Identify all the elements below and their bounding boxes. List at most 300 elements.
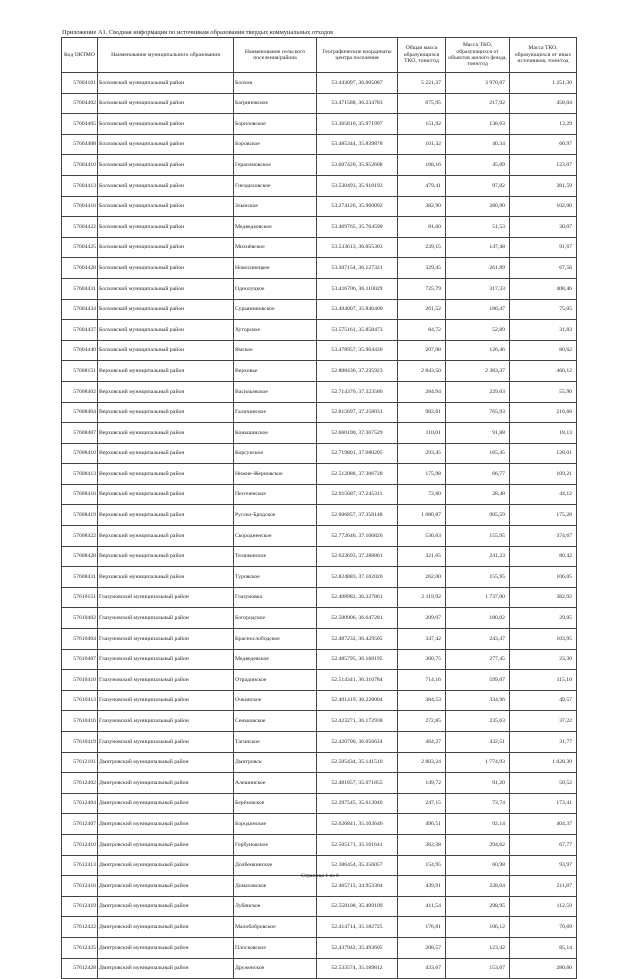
table-row [62, 299, 577, 320]
cell-housing-mass: 60,98 [446, 855, 510, 876]
table-row [62, 340, 577, 361]
cell-housing-mass: 147,48 [446, 237, 510, 258]
cell-settlement: Васильевское [234, 381, 317, 402]
cell-coordinates: 52.505434, 35.141510 [317, 752, 398, 773]
table-row [62, 217, 577, 238]
cell-total-mass: 175,98 [398, 464, 446, 485]
cell-total-mass: 239,15 [398, 237, 446, 258]
cell-oktmo-code: 57610419 [62, 732, 98, 753]
cell-coordinates: 52.533574, 35.189812 [317, 958, 398, 979]
table-row [62, 155, 577, 176]
table-row [62, 546, 577, 567]
cell-total-mass: 5 221,37 [398, 73, 446, 94]
cell-other-mass: 404,37 [510, 814, 577, 835]
cell-municipality: Болховский муниципальный район [98, 278, 234, 299]
cell-other-mass: 374,67 [510, 526, 577, 547]
cell-settlement: Плосковское [234, 937, 317, 958]
cell-municipality: Дмитровский муниципальный район [98, 896, 234, 917]
cell-total-mass: 321,65 [398, 546, 446, 567]
cell-other-mass: 175,28 [510, 505, 577, 526]
cell-municipality: Болховский муниципальный район [98, 175, 234, 196]
cell-municipality: Болховский муниципальный район [98, 217, 234, 238]
cell-municipality: Болховский муниципальный район [98, 320, 234, 341]
cell-coordinates: 52.505171, 35.161641 [317, 834, 398, 855]
cell-settlement: Михнёвское [234, 237, 317, 258]
cell-coordinates: 53.485344, 35.839878 [317, 134, 398, 155]
cell-municipality: Верховский муниципальный район [98, 423, 234, 444]
cell-oktmo-code: 57612402 [62, 773, 98, 794]
table-row [62, 237, 577, 258]
cell-other-mass: 31,77 [510, 732, 577, 753]
cell-settlement: Теляженское [234, 546, 317, 567]
cell-municipality: Глазуновский муниципальный район [98, 649, 234, 670]
cell-oktmo-code: 57604413 [62, 175, 98, 196]
table-row [62, 649, 577, 670]
cell-settlement: Сурьяниновское [234, 299, 317, 320]
cell-total-mass: 347,42 [398, 629, 446, 650]
cell-settlement: Скородненское [234, 526, 317, 547]
cell-total-mass: 168,16 [398, 155, 446, 176]
cell-other-mass: 115,10 [510, 670, 577, 691]
cell-housing-mass: 126,46 [446, 340, 510, 361]
table-row [62, 608, 577, 629]
cell-other-mass: 44,12 [510, 484, 577, 505]
document-caption: Приложение А1. Сводная информация по источникам образования твердых коммунальных отходов [62, 29, 334, 36]
cell-other-mass: 18,13 [510, 423, 577, 444]
cell-settlement: Дмитровск [234, 752, 317, 773]
cell-municipality: Верховский муниципальный район [98, 484, 234, 505]
cell-total-mass: 110,01 [398, 423, 446, 444]
cell-settlement: Злынское [234, 196, 317, 217]
cell-settlement: Друженское [234, 958, 317, 979]
cell-oktmo-code: 57608402 [62, 381, 98, 402]
table-row [62, 93, 577, 114]
cell-total-mass: 675,95 [398, 93, 446, 114]
table-row [62, 423, 577, 444]
cell-total-mass: 151,92 [398, 114, 446, 135]
cell-settlement: Малобобровское [234, 917, 317, 938]
cell-municipality: Болховский муниципальный район [98, 258, 234, 279]
cell-municipality: Верховский муниципальный район [98, 443, 234, 464]
cell-oktmo-code: 57608416 [62, 484, 98, 505]
cell-municipality: Дмитровский муниципальный район [98, 814, 234, 835]
table-row [62, 732, 577, 753]
table-row [62, 896, 577, 917]
cell-settlement: Боровское [234, 134, 317, 155]
cell-housing-mass: 765,93 [446, 402, 510, 423]
cell-municipality: Дмитровский муниципальный район [98, 917, 234, 938]
cell-oktmo-code: 57604431 [62, 278, 98, 299]
cell-total-mass: 247,15 [398, 793, 446, 814]
cell-settlement: Коньшинское [234, 423, 317, 444]
cell-coordinates: 52.660190, 37.367529 [317, 423, 398, 444]
cell-coordinates: 53.404007, 35.846400 [317, 299, 398, 320]
cell-coordinates: 52.485795, 36.168195 [317, 649, 398, 670]
cell-housing-mass: 243,47 [446, 629, 510, 650]
cell-housing-mass: 155,95 [446, 567, 510, 588]
cell-total-mass: 439,91 [398, 876, 446, 897]
cell-coordinates: 53.478957, 35.964430 [317, 340, 398, 361]
cell-other-mass: 460,12 [510, 361, 577, 382]
cell-housing-mass: 66,77 [446, 464, 510, 485]
cell-settlement: Богородское [234, 608, 317, 629]
cell-coordinates: 53.530493, 35.918193 [317, 175, 398, 196]
cell-settlement: Песоченское [234, 484, 317, 505]
cell-coordinates: 52.437942, 35.493605 [317, 937, 398, 958]
cell-municipality: Болховский муниципальный район [98, 196, 234, 217]
cell-total-mass: 101,32 [398, 134, 446, 155]
cell-total-mass: 149,72 [398, 773, 446, 794]
cell-other-mass: 1 251,30 [510, 73, 577, 94]
cell-total-mass: 464,27 [398, 732, 446, 753]
cell-other-mass: 103,95 [510, 629, 577, 650]
cell-settlement: Ямское [234, 340, 317, 361]
cell-settlement: Берёзовское [234, 793, 317, 814]
cell-oktmo-code: 57608407 [62, 423, 98, 444]
cell-other-mass: 112,59 [510, 896, 577, 917]
cell-other-mass: 67,77 [510, 834, 577, 855]
cell-housing-mass: 241,23 [446, 546, 510, 567]
cell-other-mass: 30,07 [510, 217, 577, 238]
header-code: Код ОКТМО [62, 38, 98, 73]
cell-oktmo-code: 57610407 [62, 649, 98, 670]
cell-total-mass: 262,00 [398, 567, 446, 588]
cell-settlement: Лубянское [234, 896, 317, 917]
cell-total-mass: 293,45 [398, 443, 446, 464]
cell-housing-mass: 91,20 [446, 773, 510, 794]
cell-settlement: Бородинское [234, 814, 317, 835]
cell-oktmo-code: 57604416 [62, 196, 98, 217]
header-municipality: Наименование муниципального образования [98, 38, 234, 73]
cell-oktmo-code: 57608431 [62, 567, 98, 588]
cell-housing-mass: 298,95 [446, 896, 510, 917]
cell-total-mass: 284,94 [398, 381, 446, 402]
cell-coordinates: 53.607426, 35.952608 [317, 155, 398, 176]
cell-coordinates: 52.423271, 36.172938 [317, 711, 398, 732]
cell-oktmo-code: 57612410 [62, 834, 98, 855]
table-row [62, 73, 577, 94]
cell-housing-mass: 2 383,37 [446, 361, 510, 382]
cell-other-mass: 80,62 [510, 340, 577, 361]
table-row [62, 361, 577, 382]
cell-coordinates: 52.386454, 35.356057 [317, 855, 398, 876]
cell-oktmo-code: 57604425 [62, 237, 98, 258]
cell-coordinates: 52.623693, 37.288861 [317, 546, 398, 567]
cell-settlement: Сеньковское [234, 711, 317, 732]
cell-total-mass: 207,08 [398, 340, 446, 361]
cell-total-mass: 362,38 [398, 834, 446, 855]
cell-coordinates: 52.397545, 35.013940 [317, 793, 398, 814]
cell-municipality: Верховский муниципальный район [98, 361, 234, 382]
cell-total-mass: 411,54 [398, 896, 446, 917]
table-row [62, 258, 577, 279]
cell-housing-mass: 334,96 [446, 690, 510, 711]
table-row [62, 834, 577, 855]
table-row [62, 567, 577, 588]
cell-coordinates: 52.808436, 37.235923 [317, 361, 398, 382]
cell-other-mass: 13,29 [510, 114, 577, 135]
cell-total-mass: 81,60 [398, 217, 446, 238]
cell-total-mass: 84,72 [398, 320, 446, 341]
cell-other-mass: 23,30 [510, 649, 577, 670]
cell-oktmo-code: 57604410 [62, 155, 98, 176]
cell-oktmo-code: 57608413 [62, 464, 98, 485]
cell-oktmo-code: 57612416 [62, 876, 98, 897]
cell-coordinates: 53.274126, 35.960092 [317, 196, 398, 217]
cell-municipality: Глазуновский муниципальный район [98, 629, 234, 650]
cell-municipality: Верховский муниципальный район [98, 505, 234, 526]
cell-settlement: Туровское [234, 567, 317, 588]
cell-oktmo-code: 57604437 [62, 320, 98, 341]
cell-housing-mass: 153,07 [446, 958, 510, 979]
cell-total-mass: 1 080,87 [398, 505, 446, 526]
cell-settlement: Корсунское [234, 443, 317, 464]
cell-total-mass: 714,16 [398, 670, 446, 691]
cell-total-mass: 2 119,92 [398, 587, 446, 608]
cell-settlement: Краснослободское [234, 629, 317, 650]
cell-housing-mass: 165,45 [446, 443, 510, 464]
cell-oktmo-code: 57612419 [62, 896, 98, 917]
cell-other-mass: 85,14 [510, 937, 577, 958]
cell-other-mass: 70,69 [510, 917, 577, 938]
cell-other-mass: 381,59 [510, 175, 577, 196]
cell-housing-mass: 52,89 [446, 320, 510, 341]
table-row [62, 381, 577, 402]
cell-municipality: Глазуновский муниципальный район [98, 690, 234, 711]
cell-other-mass: 280,60 [510, 958, 577, 979]
cell-municipality: Дмитровский муниципальный район [98, 855, 234, 876]
cell-total-mass: 154,95 [398, 855, 446, 876]
cell-settlement: Русско-Бродское [234, 505, 317, 526]
table-row [62, 464, 577, 485]
table-row [62, 196, 577, 217]
cell-municipality: Глазуновский муниципальный район [98, 711, 234, 732]
cell-coordinates: 53.416706, 36.110029 [317, 278, 398, 299]
cell-municipality: Болховский муниципальный район [98, 134, 234, 155]
table-row [62, 711, 577, 732]
cell-settlement: Медведевское [234, 649, 317, 670]
cell-settlement: Очкинское [234, 690, 317, 711]
cell-other-mass: 382,92 [510, 587, 577, 608]
cell-municipality: Болховский муниципальный район [98, 340, 234, 361]
table-row [62, 484, 577, 505]
cell-oktmo-code: 57612425 [62, 937, 98, 958]
cell-municipality: Дмитровский муниципальный район [98, 834, 234, 855]
table-row [62, 526, 577, 547]
cell-other-mass: 91,67 [510, 237, 577, 258]
table-row [62, 958, 577, 979]
cell-total-mass: 433,67 [398, 958, 446, 979]
cell-oktmo-code: 57604428 [62, 258, 98, 279]
cell-municipality: Болховский муниципальный район [98, 93, 234, 114]
cell-municipality: Верховский муниципальный район [98, 381, 234, 402]
cell-oktmo-code: 57604440 [62, 340, 98, 361]
cell-other-mass: 109,21 [510, 464, 577, 485]
table-row [62, 793, 577, 814]
cell-total-mass: 208,57 [398, 937, 446, 958]
cell-housing-mass: 51,53 [446, 217, 510, 238]
cell-housing-mass: 91,88 [446, 423, 510, 444]
cell-oktmo-code: 57608428 [62, 546, 98, 567]
table-row [62, 690, 577, 711]
cell-housing-mass: 180,02 [446, 608, 510, 629]
cell-coordinates: 52.420700, 36.056624 [317, 732, 398, 753]
cell-settlement: Горбуновское [234, 834, 317, 855]
cell-other-mass: 60,97 [510, 134, 577, 155]
table-body [62, 73, 577, 979]
cell-municipality: Болховский муниципальный район [98, 73, 234, 94]
cell-coordinates: 52.408982, 36.327861 [317, 587, 398, 608]
cell-other-mass: 211,87 [510, 876, 577, 897]
cell-oktmo-code: 57610404 [62, 629, 98, 650]
cell-total-mass: 725,79 [398, 278, 446, 299]
cell-settlement: Алешинское [234, 773, 317, 794]
cell-housing-mass: 92,14 [446, 814, 510, 835]
cell-settlement: Новосинецкое [234, 258, 317, 279]
cell-coordinates: 52.606857, 37.358148 [317, 505, 398, 526]
cell-other-mass: 31,83 [510, 320, 577, 341]
cell-settlement: Гнездиловское [234, 175, 317, 196]
cell-coordinates: 52.915687, 37.245311 [317, 484, 398, 505]
cell-coordinates: 53.469765, 35.764590 [317, 217, 398, 238]
cell-coordinates: 52.714376, 37.323580 [317, 381, 398, 402]
cell-municipality: Верховский муниципальный район [98, 526, 234, 547]
header-total-mass: Общая масса образующихся ТКО, тонн/год [398, 38, 446, 73]
cell-municipality: Глазуновский муниципальный район [98, 587, 234, 608]
cell-settlement: Багриновское [234, 93, 317, 114]
cell-housing-mass: 123,42 [446, 937, 510, 958]
cell-oktmo-code: 57610416 [62, 711, 98, 732]
cell-housing-mass: 277,45 [446, 649, 510, 670]
cell-coordinates: 53.471588, 36.234783 [317, 93, 398, 114]
cell-housing-mass: 97,82 [446, 175, 510, 196]
cell-oktmo-code: 57612422 [62, 917, 98, 938]
cell-municipality: Глазуновский муниципальный район [98, 670, 234, 691]
cell-coordinates: 53.533613, 36.055303 [317, 237, 398, 258]
cell-municipality: Дмитровский муниципальный район [98, 937, 234, 958]
header-housing-mass: Масса ТКО, образующихся от объектов жилого фонда, тонн/год [446, 38, 510, 73]
table-row [62, 114, 577, 135]
cell-other-mass: 93,97 [510, 855, 577, 876]
cell-coordinates: 53.575161, 35.858473 [317, 320, 398, 341]
cell-settlement: Отрадинское [234, 670, 317, 691]
cell-oktmo-code: 57604402 [62, 93, 98, 114]
cell-other-mass: 49,57 [510, 690, 577, 711]
cell-housing-mass: 138,63 [446, 114, 510, 135]
cell-oktmo-code: 57610151 [62, 587, 98, 608]
cell-municipality: Болховский муниципальный район [98, 155, 234, 176]
cell-coordinates: 52.772646, 37.106826 [317, 526, 398, 547]
table-row [62, 814, 577, 835]
cell-housing-mass: 28,48 [446, 484, 510, 505]
cell-settlement: Однолуцкое [234, 278, 317, 299]
cell-other-mass: 123,07 [510, 155, 577, 176]
cell-total-mass: 530,63 [398, 526, 446, 547]
cell-housing-mass: 73,74 [446, 793, 510, 814]
table-row [62, 402, 577, 423]
table-row [62, 278, 577, 299]
table-row [62, 917, 577, 938]
cell-municipality: Дмитровский муниципальный район [98, 793, 234, 814]
cell-total-mass: 2 843,50 [398, 361, 446, 382]
table-row [62, 134, 577, 155]
cell-housing-mass: 229,03 [446, 381, 510, 402]
cell-housing-mass: 432,51 [446, 732, 510, 753]
cell-settlement: Медведковское [234, 217, 317, 238]
cell-settlement: Герасимовское [234, 155, 317, 176]
cell-total-mass: 496,51 [398, 814, 446, 835]
cell-coordinates: 52.512088, 37.306728 [317, 464, 398, 485]
cell-municipality: Глазуновский муниципальный район [98, 608, 234, 629]
cell-oktmo-code: 57604434 [62, 299, 98, 320]
cell-settlement: Домаховское [234, 876, 317, 897]
cell-municipality: Дмитровский муниципальный район [98, 752, 234, 773]
cell-municipality: Болховский муниципальный район [98, 237, 234, 258]
cell-total-mass: 261,52 [398, 299, 446, 320]
cell-other-mass: 458,04 [510, 93, 577, 114]
cell-housing-mass: 905,59 [446, 505, 510, 526]
cell-municipality: Дмитровский муниципальный район [98, 773, 234, 794]
cell-total-mass: 209,07 [398, 608, 446, 629]
cell-municipality: Болховский муниципальный район [98, 114, 234, 135]
cell-oktmo-code: 57610402 [62, 608, 98, 629]
header-settlement: Наименование сельского поселения/района [234, 38, 317, 73]
cell-total-mass: 384,53 [398, 690, 446, 711]
cell-other-mass: 1 028,30 [510, 752, 577, 773]
cell-oktmo-code: 57604408 [62, 134, 98, 155]
cell-total-mass: 176,81 [398, 917, 446, 938]
cell-other-mass: 173,41 [510, 793, 577, 814]
cell-coordinates: 52.558108, 35.409109 [317, 896, 398, 917]
cell-municipality: Верховский муниципальный район [98, 567, 234, 588]
page-footer: Страница 1 из 6 [301, 873, 339, 879]
cell-coordinates: 52.719801, 37.080205 [317, 443, 398, 464]
cell-municipality: Глазуновский муниципальный район [98, 732, 234, 753]
cell-housing-mass: 1 737,00 [446, 587, 510, 608]
table-row [62, 175, 577, 196]
cell-housing-mass: 599,07 [446, 670, 510, 691]
cell-coordinates: 52.824883, 37.102020 [317, 567, 398, 588]
cell-settlement: Бориловское [234, 114, 317, 135]
cell-housing-mass: 294,62 [446, 834, 510, 855]
cell-total-mass: 300,75 [398, 649, 446, 670]
cell-other-mass: 58,52 [510, 773, 577, 794]
cell-oktmo-code: 57612407 [62, 814, 98, 835]
cell-housing-mass: 40,34 [446, 134, 510, 155]
cell-housing-mass: 280,90 [446, 196, 510, 217]
cell-settlement: Тагинское [234, 732, 317, 753]
cell-total-mass: 982,61 [398, 402, 446, 423]
cell-coordinates: 52.514341, 36.310784 [317, 670, 398, 691]
table-header-row [62, 38, 577, 73]
cell-total-mass: 272,85 [398, 711, 446, 732]
header-coordinates: Географические координаты центра поселения [317, 38, 398, 73]
cell-coordinates: 52.500906, 36.647281 [317, 608, 398, 629]
cell-housing-mass: 1 774,93 [446, 752, 510, 773]
table-row [62, 773, 577, 794]
cell-municipality: Верховский муниципальный район [98, 464, 234, 485]
cell-oktmo-code: 57610410 [62, 670, 98, 691]
cell-coordinates: 52.626841, 35.103646 [317, 814, 398, 835]
cell-oktmo-code: 57608151 [62, 361, 98, 382]
cell-housing-mass: 106,12 [446, 917, 510, 938]
cell-settlement: Болхов [234, 73, 317, 94]
cell-municipality: Верховский муниципальный район [98, 402, 234, 423]
cell-other-mass: 128,01 [510, 443, 577, 464]
cell-coordinates: 52.401419, 36.228004 [317, 690, 398, 711]
table-row [62, 320, 577, 341]
cell-other-mass: 67,56 [510, 258, 577, 279]
